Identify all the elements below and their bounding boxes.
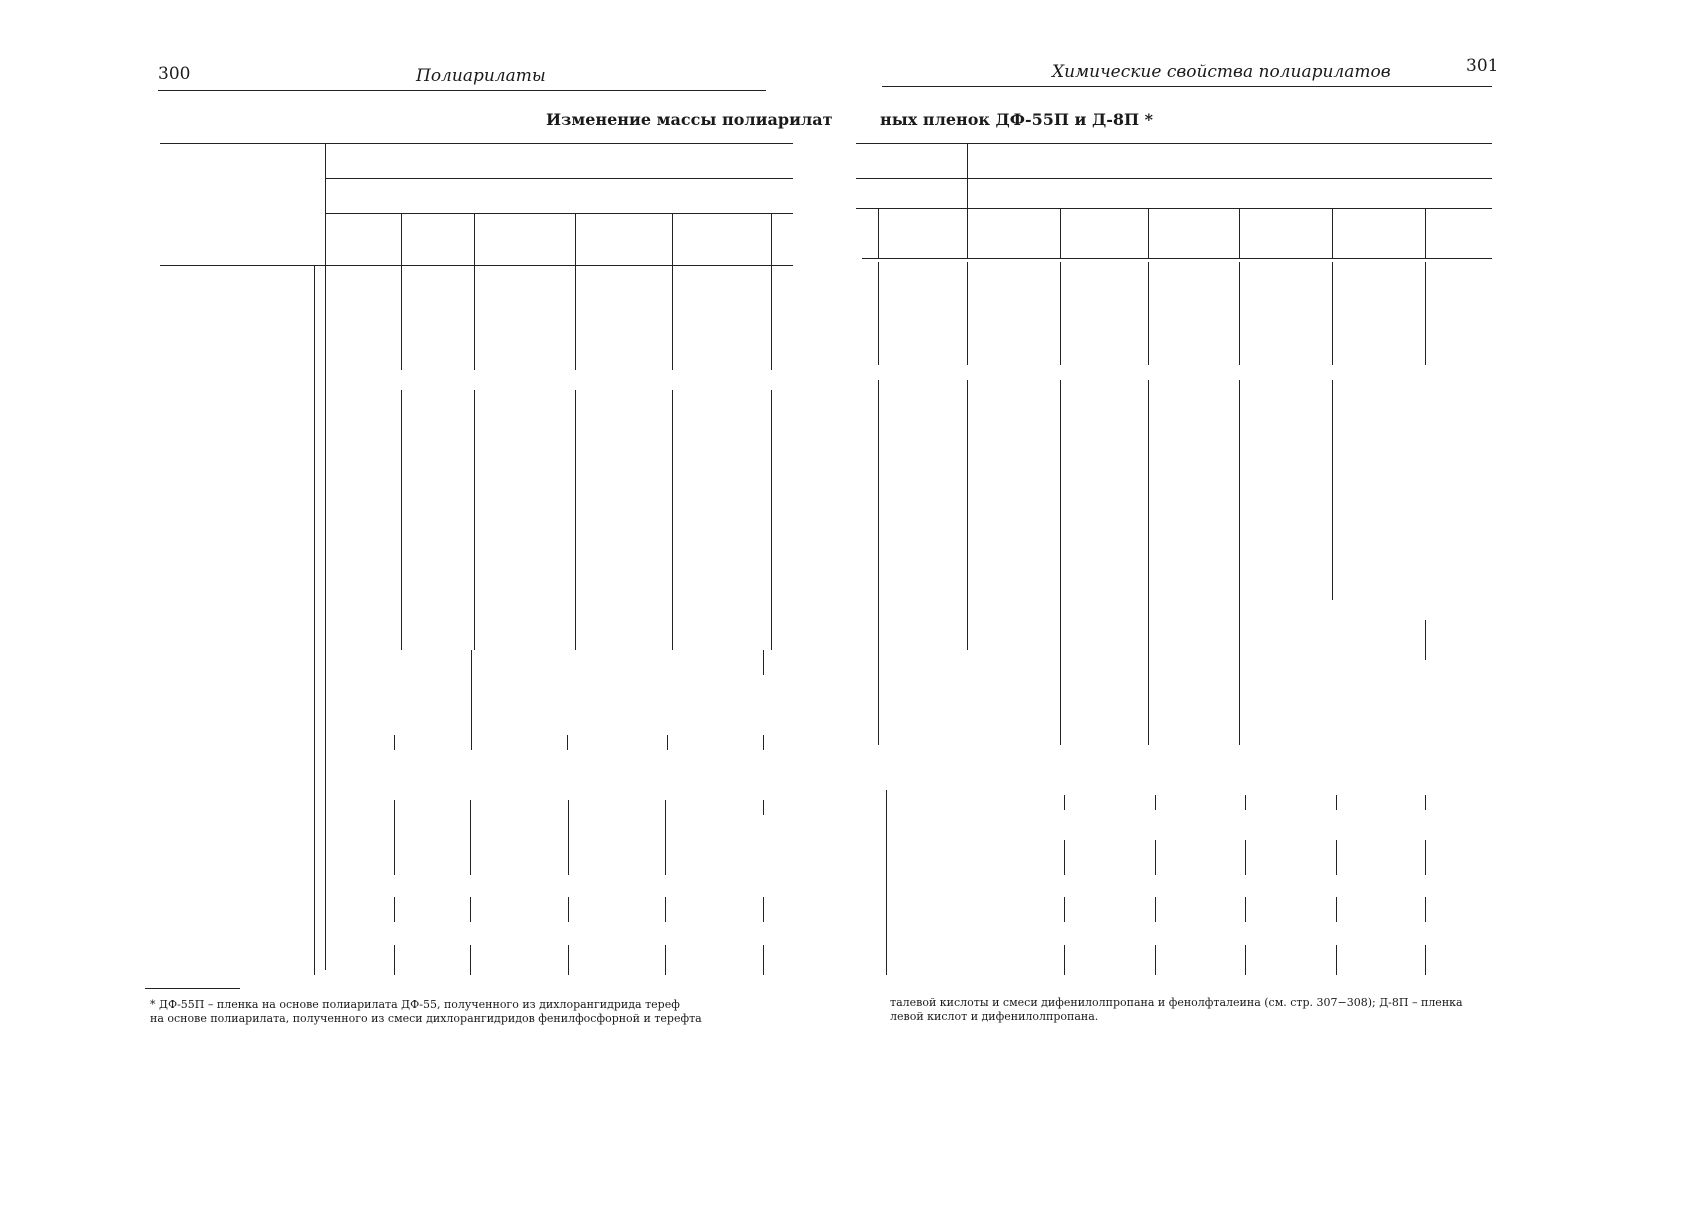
header-col-rule-2 <box>575 213 576 265</box>
body-col-rule-29 <box>1425 897 1426 922</box>
body-col-rule-20 <box>1064 840 1065 875</box>
body-col-rule-26 <box>1155 897 1156 922</box>
body-col-rule-15 <box>763 735 764 750</box>
body-col-rule-4 <box>771 266 772 370</box>
body-col-rule-31 <box>314 266 315 975</box>
footnote-line-2: на основе полиарилата, полученного из смеси дихлорангидридов фенилфосфорной и терефта <box>150 1012 702 1025</box>
body-col-rule-8 <box>672 390 673 650</box>
body-col-rule-5 <box>1332 262 1333 365</box>
page-number: 301 <box>1466 56 1499 76</box>
body-col-rule-7 <box>878 380 879 745</box>
body-col-rule-16 <box>1155 795 1156 810</box>
table-title: Изменение массы полиарилат <box>546 110 833 129</box>
body-col-rule-2 <box>575 266 576 370</box>
body-col-rule-18 <box>568 800 569 875</box>
body-col-rule-6 <box>1425 262 1426 365</box>
page-right <box>842 0 1684 1224</box>
header-rule-group <box>856 178 1492 179</box>
body-col-rule-26 <box>394 945 395 975</box>
column-rule-medium <box>325 143 326 970</box>
body-col-rule-0 <box>401 266 402 370</box>
header-rule <box>882 86 1492 87</box>
header-col-rule-1 <box>474 213 475 265</box>
header-col-rule-1 <box>1148 208 1149 258</box>
table-top-rule <box>856 143 1492 144</box>
header-col-rule-lead <box>878 208 879 258</box>
header-rule-sub <box>856 208 1492 209</box>
body-col-rule-20 <box>763 800 764 815</box>
body-col-rule-25 <box>1064 897 1065 922</box>
body-col-rule-19 <box>665 800 666 875</box>
header-col-rule-4 <box>771 213 772 265</box>
header-col-rule-0 <box>401 213 402 265</box>
header-col-rule-2 <box>1239 208 1240 258</box>
body-col-rule-2 <box>1060 262 1061 365</box>
body-col-rule-17 <box>1245 795 1246 810</box>
body-col-rule-1 <box>967 262 968 365</box>
body-col-rule-11 <box>763 650 764 675</box>
body-col-rule-13 <box>1425 620 1426 660</box>
body-col-rule-17 <box>470 800 471 875</box>
body-col-rule-9 <box>1060 380 1061 745</box>
header-rule <box>158 90 766 91</box>
body-col-rule-3 <box>672 266 673 370</box>
header-col-rule-0 <box>1060 208 1061 258</box>
body-col-rule-34 <box>1425 945 1426 975</box>
body-col-rule-0 <box>878 262 879 365</box>
body-col-rule-13 <box>567 735 568 750</box>
table-title: ных пленок ДФ-55П и Д-8П * <box>880 110 1154 129</box>
body-col-rule-6 <box>474 390 475 650</box>
header-col-rule-3 <box>672 213 673 265</box>
footnote-line-2: левой кислот и дифенилолпропана. <box>890 1010 1099 1023</box>
body-col-rule-5 <box>401 390 402 650</box>
column-rule-group <box>967 143 968 258</box>
body-col-rule-27 <box>1245 897 1246 922</box>
table-top-rule <box>160 143 793 144</box>
body-col-rule-19 <box>1425 795 1426 810</box>
body-col-rule-30 <box>1064 945 1065 975</box>
body-col-rule-28 <box>568 945 569 975</box>
body-col-rule-33 <box>1336 945 1337 975</box>
header-col-rule-3 <box>1332 208 1333 258</box>
body-col-rule-12 <box>1332 380 1333 600</box>
body-col-rule-23 <box>1336 840 1337 875</box>
header-rule-sub <box>325 213 793 214</box>
body-col-rule-10 <box>471 650 472 750</box>
header-rule-group <box>325 178 793 179</box>
body-col-rule-11 <box>1239 380 1240 745</box>
body-col-rule-24 <box>1425 840 1426 875</box>
footnote-line-1: талевой кислоты и смеси дифенилолпропана и фенолфталеина (см. стр. 307−308); Д-8П – пленка <box>890 996 1463 1009</box>
body-col-rule-27 <box>470 945 471 975</box>
body-col-rule-25 <box>763 897 764 922</box>
header-bottom-rule <box>862 258 1492 259</box>
running-head: Полиарилаты <box>416 66 546 86</box>
body-col-rule-7 <box>575 390 576 650</box>
body-col-rule-31 <box>1155 945 1156 975</box>
body-col-rule-1 <box>474 266 475 370</box>
footnote-rule <box>145 988 240 989</box>
running-head: Химические свойства полиарилатов <box>1052 62 1391 82</box>
body-col-rule-28 <box>1336 897 1337 922</box>
footnote-line-1: * ДФ-55П – пленка на основе полиарилата ДФ-55, полученного из дихлорангидрида тереф <box>150 998 680 1011</box>
body-col-rule-22 <box>470 897 471 922</box>
header-col-rule-4 <box>1425 208 1426 258</box>
body-col-rule-30 <box>763 945 764 975</box>
body-col-rule-24 <box>665 897 666 922</box>
body-col-rule-18 <box>1336 795 1337 810</box>
body-col-rule-15 <box>1064 795 1065 810</box>
body-col-rule-4 <box>1239 262 1240 365</box>
body-col-rule-9 <box>771 390 772 650</box>
body-col-rule-23 <box>568 897 569 922</box>
body-col-rule-32 <box>1245 945 1246 975</box>
body-col-rule-8 <box>967 380 968 650</box>
page-number: 300 <box>158 64 191 84</box>
body-col-rule-21 <box>394 897 395 922</box>
body-col-rule-14 <box>886 790 887 975</box>
body-col-rule-16 <box>394 800 395 875</box>
body-col-rule-29 <box>665 945 666 975</box>
body-col-rule-3 <box>1148 262 1149 365</box>
body-col-rule-12 <box>394 735 395 750</box>
body-col-rule-14 <box>667 735 668 750</box>
header-bottom-rule <box>160 265 793 266</box>
body-col-rule-10 <box>1148 380 1149 745</box>
body-col-rule-21 <box>1155 840 1156 875</box>
body-col-rule-22 <box>1245 840 1246 875</box>
